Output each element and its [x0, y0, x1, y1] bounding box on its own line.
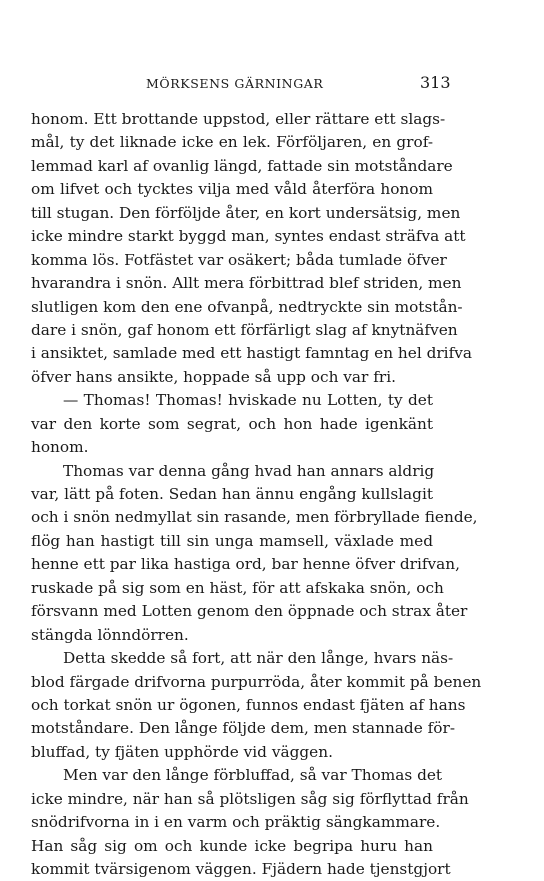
- page-number: 313: [420, 73, 451, 92]
- text-line: komma lös. Fotfästet var osäkert; båda tumlade öfver: [31, 250, 447, 269]
- text-line: icke mindre starkt byggd man, syntes endast sträfva att: [31, 227, 466, 246]
- text-line: blod färgade drifvorna purpurröda, åter kommit på benen: [31, 672, 482, 691]
- text-line: henne ett par lika hastiga ord, bar henne öfver drifvan,: [31, 555, 461, 574]
- text-line: ruskade på sig som en häst, för att afskaka snön, och: [31, 578, 444, 597]
- text-line: i ansiktet, samlade med ett hastigt famntag en hel drifva: [31, 344, 472, 363]
- text-line: stängda lönndörren.: [31, 625, 189, 644]
- text-line: var, lätt på foten. Sedan han ännu engång kullslagit: [31, 485, 434, 503]
- text-line: kommit tvärsigenom väggen. Fjädern hade tjenstgjort: [31, 860, 451, 878]
- text-line: mål, ty det liknade icke en lek. Förföljaren, en grof-: [31, 133, 433, 152]
- text-line: och i snön nedmyllat sin rasande, men förbryllade fiende,: [31, 508, 478, 527]
- text-line: flög han hastigt till sin unga mamsell, växlade med: [31, 531, 433, 550]
- text-line: bluffad, ty fjäten upphörde vid väggen.: [31, 742, 333, 761]
- text-line: Han såg sig om och kunde icke begripa huru han: [31, 836, 433, 855]
- text-line: honom.: [31, 438, 89, 457]
- text-line: Thomas var denna gång hvad han annars aldrig: [63, 461, 435, 480]
- text-line: öfver hans ansikte, hoppade så upp och var fri.: [31, 367, 396, 386]
- text-line: till stugan. Den förföljde åter, en kort undersätsig, men: [31, 203, 461, 222]
- body-text: [31, 108, 482, 881]
- text-line: icke mindre, när han så plötsligen såg sig förflyttad från: [31, 789, 469, 808]
- text-line: Men var den långe förbluffad, så var Thomas det: [63, 766, 443, 785]
- text-line: lemmad karl af ovanlig längd, fattade sin motståndare: [31, 156, 453, 175]
- text-line: honom. Ett brottande uppstod, eller rättare ett slags-: [31, 110, 446, 128]
- text-line: hvarandra i snön. Allt mera förbittrad blef striden, men: [31, 274, 462, 293]
- text-line: Detta skedde så fort, att när den långe, hvars näs-: [63, 649, 454, 668]
- text-line: snödrifvorna in i en varm och präktig sängkammare.: [31, 813, 441, 832]
- running-title: MÖRKSENS GÄRNINGAR: [146, 76, 324, 91]
- text-line: slutligen kom den ene ofvanpå, nedtryckte sin motstån-: [31, 297, 463, 316]
- text-line: motståndare. Den långe följde dem, men stannade för-: [31, 719, 455, 738]
- text-line: om lifvet och tycktes vilja med våld återföra honom: [31, 180, 433, 199]
- text-line: var den korte som segrat, och hon hade igenkänt: [31, 414, 433, 433]
- text-line: dare i snön, gaf honom ett förfärligt slag af knytnäfven: [31, 320, 458, 339]
- text-line: och torkat snön ur ögonen, funnos endast fjäten af hans: [31, 695, 466, 714]
- text-line: försvann med Lotten genom den öppnade och strax åter: [31, 602, 468, 621]
- text-line: — Thomas! Thomas! hviskade nu Lotten, ty det: [63, 391, 433, 410]
- running-header: [28, 73, 451, 96]
